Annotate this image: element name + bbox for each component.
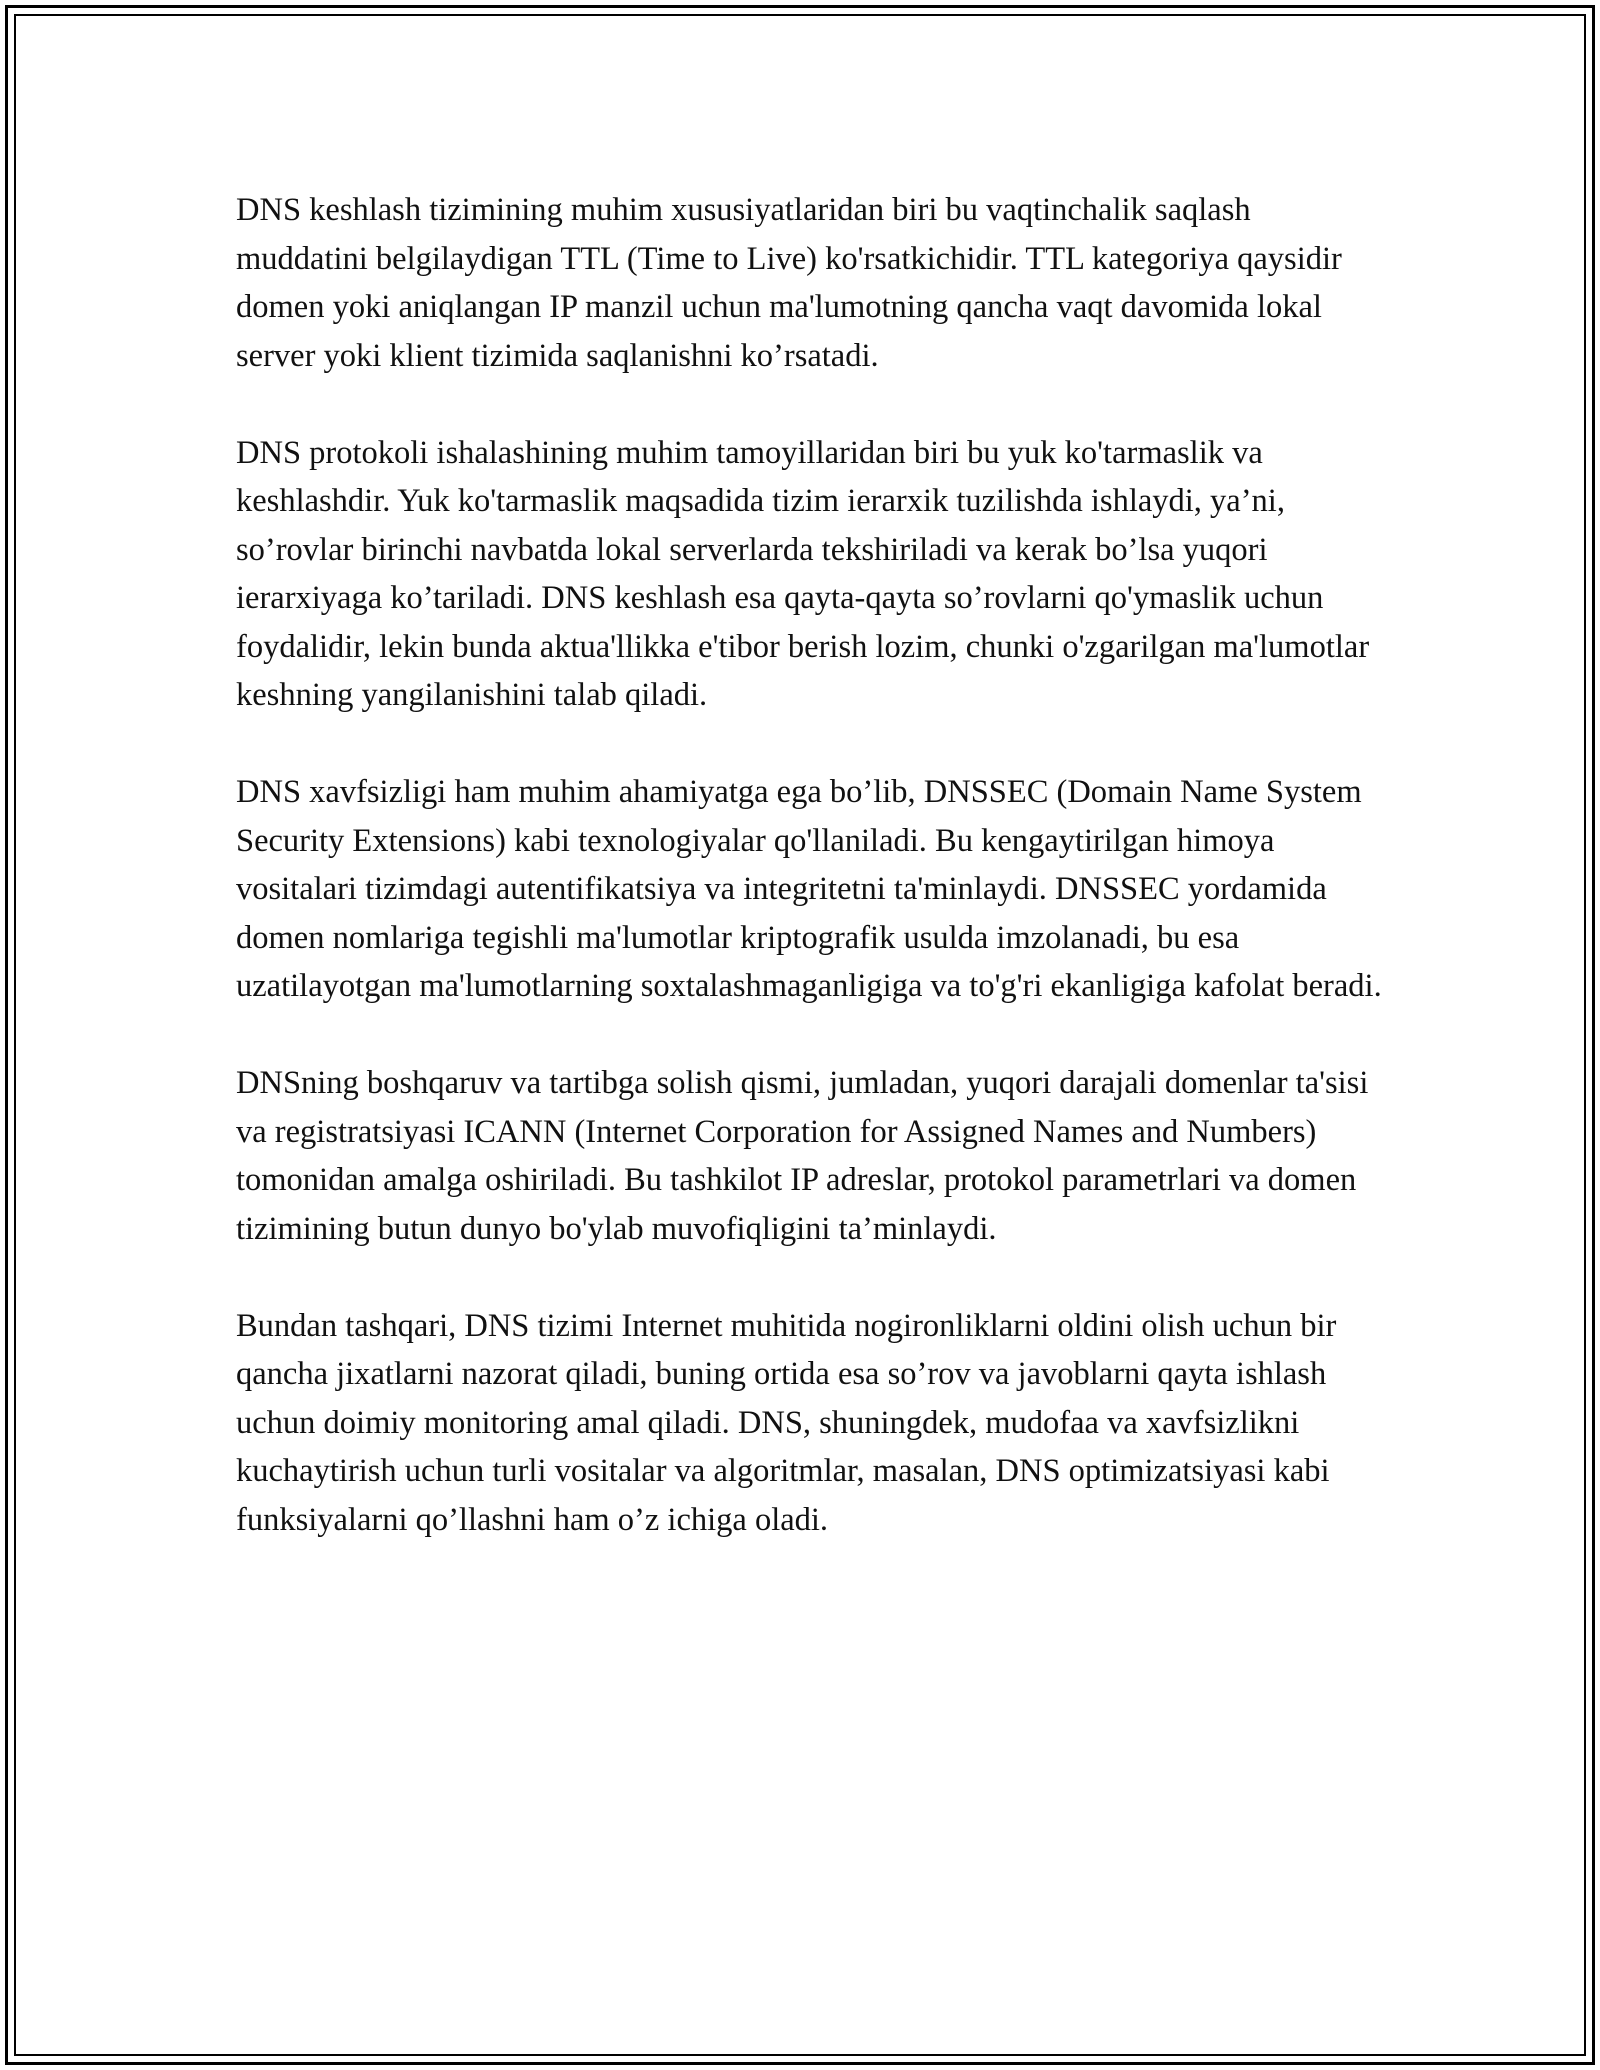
paragraph-monitoring: Bundan tashqari, DNS tizimi Internet muhitida nogironliklarni oldini olish uchun bir qancha jixatlarni nazorat qiladi, buning ortida esa so’rov va javoblarni qayta ishlash uchun doimiy monitoring amal qiladi. DNS, shuningdek, mudofaa va xavfsizlikni kuchaytirish uchun turli vositalar va algoritmlar, masalan, DNS optimizatsiyasi kabi funksiyalarni qo’llashni ham o’z ichiga oladi. (236, 1307, 1337, 1538)
paragraph-dnssec: DNS xavfsizligi ham muhim ahamiyatga ega bo’lib, DNSSEC (Domain Name System Security Extensions) kabi texnologiyalar qo'llaniladi. Bu kengaytirilgan himoya vositalari tizimdagi autentifikatsiya va integritetni ta'minlaydi. DNSSEC yordamida domen nomlariga tegishli ma'lumotlar kriptografik usulda imzolanadi, bu esa uzatilayotgan ma'lumotlarning soxtalashmaganligiga va to'g'ri ekanligiga kafolat beradi. (236, 774, 1382, 1004)
document-body (236, 186, 1386, 1593)
paragraph-ttl: DNS keshlash tizimining muhim xususiyatlaridan biri bu vaqtinchalik saqlash muddatini belgilaydigan TTL (Time to Live) ko'rsatkichidir. TTL kategoriya qaysidir domen yoki aniqlangan IP manzil uchun ma'lumotning qancha vaqt davomida lokal server yoki klient tizimida saqlanishni ko’rsatadi. (236, 192, 1342, 374)
paragraph-icann: DNSning boshqaruv va tartibga solish qismi, jumladan, yuqori darajali domenlar ta'sisi va registratsiyasi ICANN (Internet Corporation for Assigned Names and Numbers) tomonidan amalga oshiriladi. Bu tashkilot IP adreslar, protokol parametrlari va domen tizimining butun dunyo bo'ylab muvofiqligini ta’minlaydi. (236, 1065, 1369, 1247)
paragraph-caching: DNS protokoli ishalashining muhim tamoyillaridan biri bu yuk ko'tarmaslik va keshlashdir. Yuk ko'tarmaslik maqsadida tizim ierarxik tuzilishda ishlaydi, ya’ni, so’rovlar birinchi navbatda lokal serverlarda tekshiriladi va kerak bo’lsa yuqori ierarxiyaga ko’tariladi. DNS keshlash esa qayta-qayta so’rovlarni qo'ymaslik uchun foydalidir, lekin bunda aktua'llikka e'tibor berish lozim, chunki o'zgarilgan ma'lumotlar keshning yangilanishini talab qiladi. (236, 434, 1370, 713)
